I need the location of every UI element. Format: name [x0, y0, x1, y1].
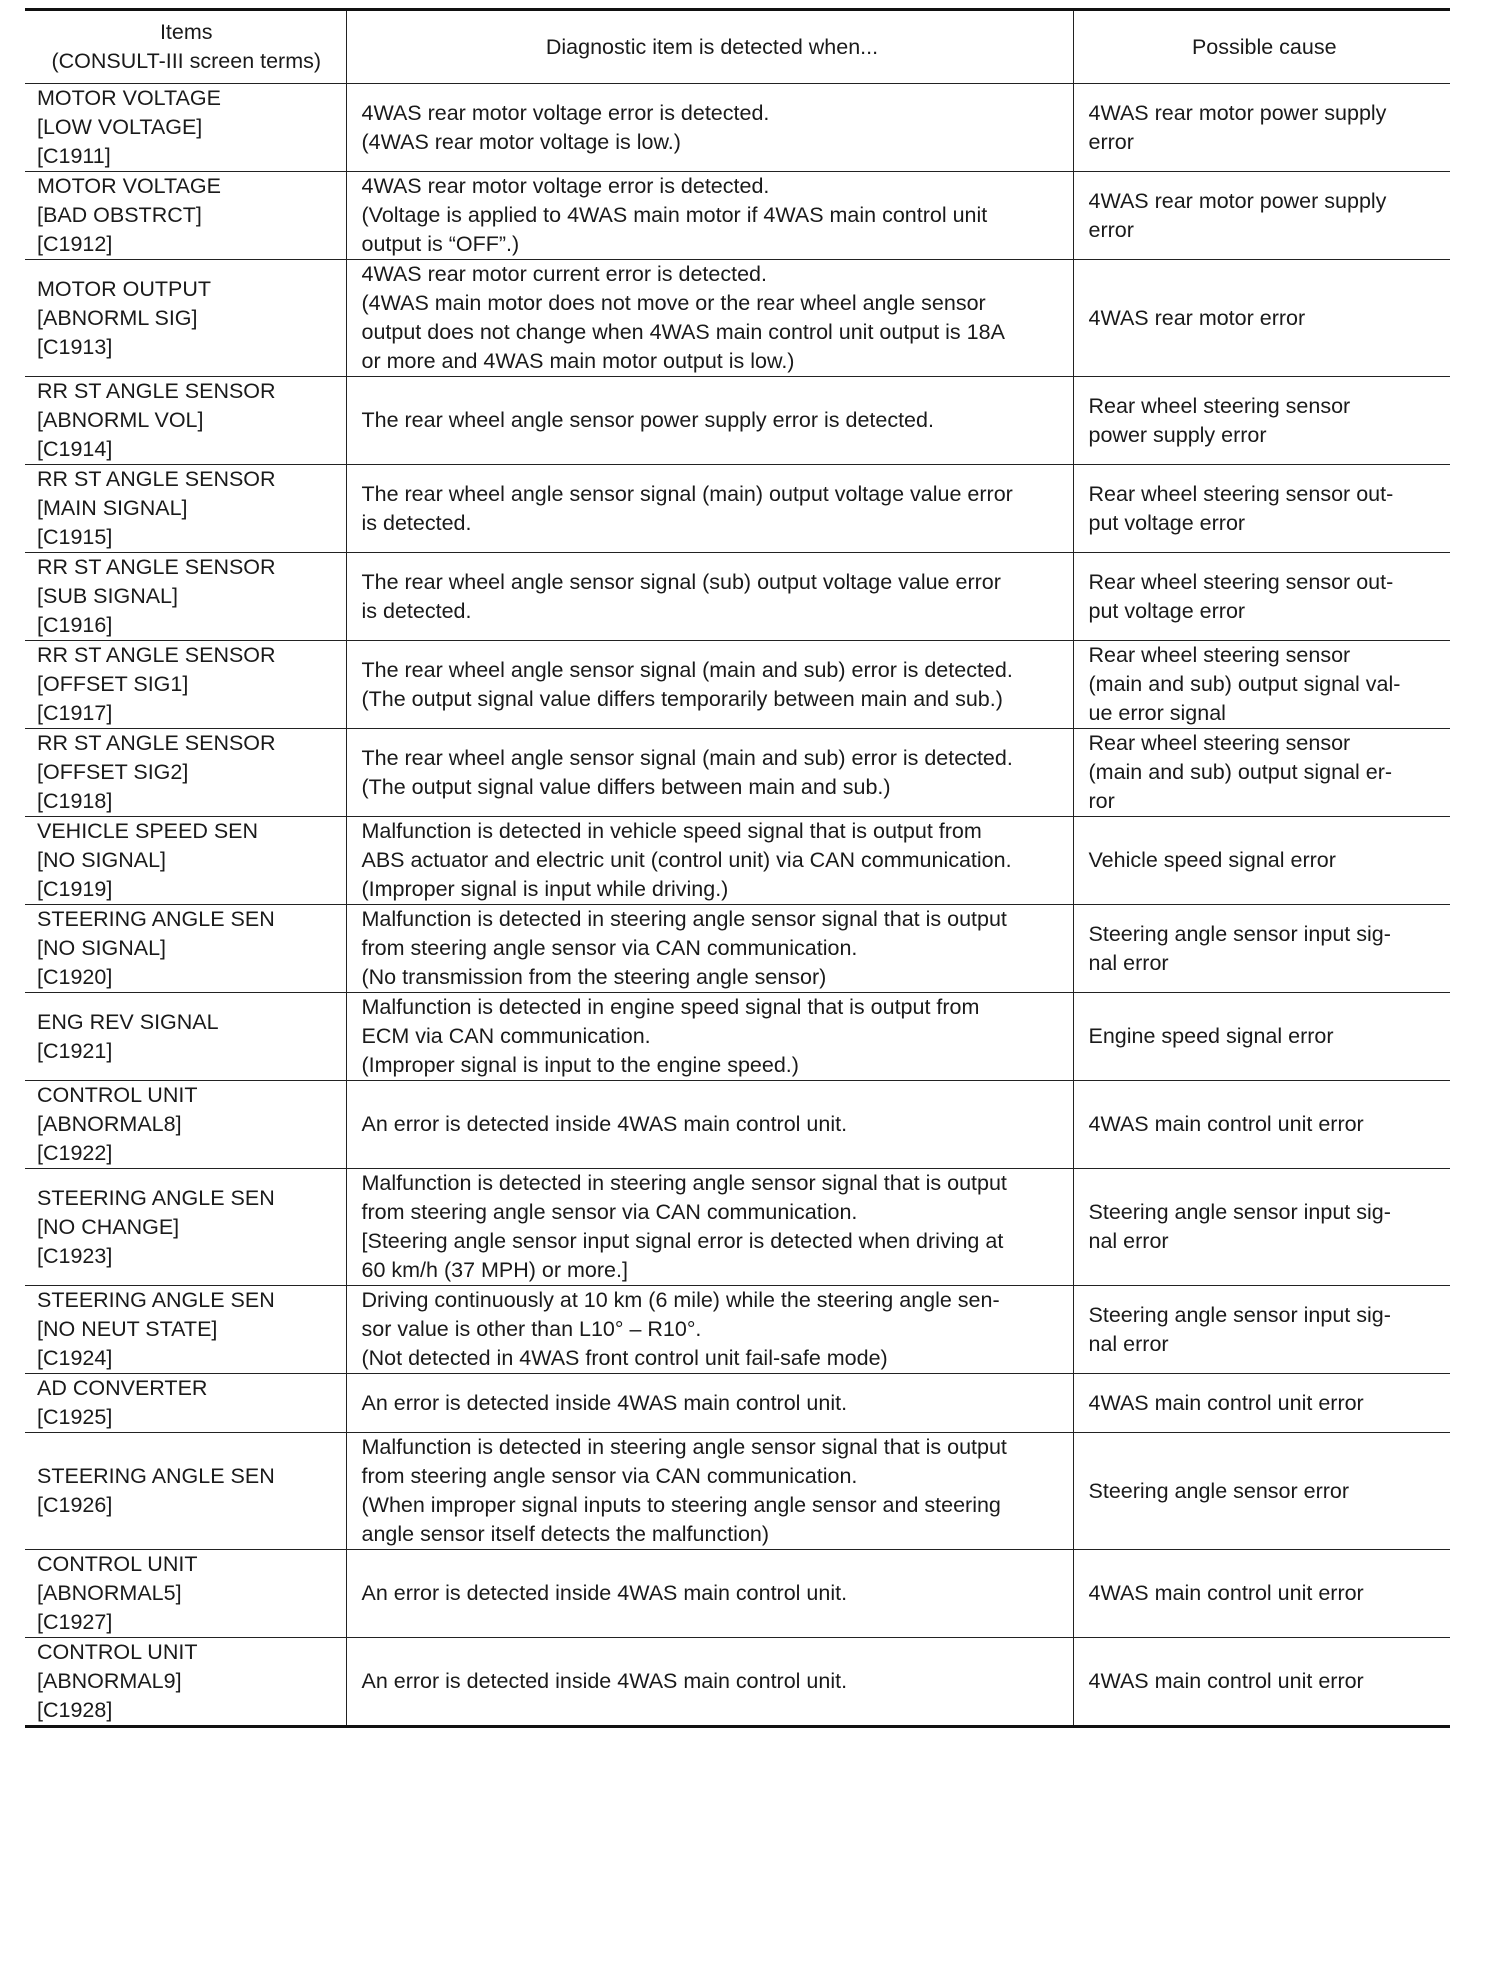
cause-cell — [1073, 465, 1450, 553]
item-cell-line: [ABNORML VOL] — [37, 408, 204, 432]
item-cell-line: [C1924] — [37, 1346, 113, 1370]
cause-cell — [1073, 817, 1450, 905]
cause-cell — [1073, 84, 1450, 172]
item-cell — [25, 1169, 346, 1286]
cause-cell-line: 4WAS rear motor error — [1088, 305, 1306, 330]
item-cell — [25, 1550, 346, 1638]
cause-cell-line: power supply error — [1088, 422, 1267, 447]
item-cell-line: [NO SIGNAL] — [37, 936, 167, 960]
item-cell-line: [BAD OBSTRCT] — [37, 203, 202, 227]
item-cell — [25, 84, 346, 172]
detected-cell-line: The rear wheel angle sensor signal (sub) output voltage value error — [361, 569, 1001, 594]
cause-cell — [1073, 1169, 1450, 1286]
table-body — [25, 84, 1450, 1727]
table-row — [25, 905, 1450, 993]
detected-cell-line: 4WAS rear motor current error is detected. — [361, 262, 767, 286]
item-cell-line: [C1922] — [37, 1141, 113, 1165]
detected-cell — [346, 1286, 1073, 1374]
detected-cell — [346, 465, 1073, 553]
item-cell-line: MOTOR VOLTAGE — [37, 86, 221, 110]
item-cell-line: [C1912] — [37, 232, 113, 256]
cause-cell-line: Rear wheel steering sensor out- — [1088, 481, 1394, 506]
detected-cell — [346, 993, 1073, 1081]
item-cell-line: [C1919] — [37, 877, 113, 901]
cause-cell-line: nal error — [1088, 950, 1169, 975]
detected-cell-line: (4WAS rear motor voltage is low.) — [361, 129, 681, 154]
detected-cell — [346, 84, 1073, 172]
cause-cell — [1073, 377, 1450, 465]
cause-cell-line: put voltage error — [1088, 510, 1246, 535]
detected-cell — [346, 172, 1073, 260]
detected-cell — [346, 1081, 1073, 1169]
item-cell-line: [C1913] — [37, 334, 113, 359]
item-cell — [25, 260, 346, 377]
cause-cell — [1073, 260, 1450, 377]
item-cell-line: MOTOR OUTPUT — [37, 276, 211, 301]
table-row — [25, 377, 1450, 465]
detected-cell-line: Malfunction is detected in steering angle sensor signal that is output — [361, 1435, 1007, 1459]
table-row — [25, 993, 1450, 1081]
item-cell-line: [C1915] — [37, 525, 113, 549]
item-cell-line: STEERING ANGLE SEN — [37, 1288, 275, 1312]
table-row — [25, 172, 1450, 260]
header-cause-text: Possible cause — [1191, 34, 1337, 59]
item-cell-line: [NO NEUT STATE] — [37, 1317, 218, 1341]
detected-cell-line: angle sensor itself detects the malfunction) — [361, 1522, 770, 1546]
cause-cell-line: nal error — [1088, 1331, 1169, 1356]
detected-cell-line: is detected. — [361, 598, 472, 623]
cause-cell-line: 4WAS main control unit error — [1088, 1112, 1364, 1136]
item-cell — [25, 377, 346, 465]
cause-cell — [1073, 1286, 1450, 1374]
table-row — [25, 1081, 1450, 1169]
detected-cell-line: Malfunction is detected in vehicle speed signal that is output from — [361, 819, 982, 843]
item-cell-line: [C1914] — [37, 437, 113, 461]
item-cell-line: [SUB SIGNAL] — [37, 584, 178, 608]
item-cell-line: STEERING ANGLE SEN — [37, 907, 275, 931]
table-row — [25, 1286, 1450, 1374]
cause-cell-line: 4WAS main control unit error — [1088, 1581, 1364, 1605]
item-cell-line: CONTROL UNIT — [37, 1640, 198, 1664]
detected-cell-line: An error is detected inside 4WAS main control unit. — [361, 1112, 848, 1136]
detected-cell-line: [Steering angle sensor input signal error is detected when driving at — [361, 1229, 1004, 1253]
detected-cell-line: (Improper signal is input to the engine speed.) — [361, 1053, 799, 1077]
item-cell — [25, 1638, 346, 1727]
detected-cell-line: (Voltage is applied to 4WAS main motor if 4WAS main control unit — [361, 203, 988, 227]
item-cell-line: [C1921] — [37, 1038, 113, 1063]
item-cell-line: VEHICLE SPEED SEN — [37, 819, 259, 843]
cause-cell-line: Rear wheel steering sensor — [1088, 393, 1351, 418]
cause-cell-line: 4WAS rear motor power supply — [1088, 100, 1387, 125]
table-row — [25, 1550, 1450, 1638]
detected-cell-line: from steering angle sensor via CAN communication. — [361, 936, 858, 960]
header-detected — [346, 10, 1073, 84]
detected-cell-line: (The output signal value differs between main and sub.) — [361, 774, 891, 799]
item-cell — [25, 641, 346, 729]
table-row — [25, 1433, 1450, 1550]
header-cause — [1073, 10, 1450, 84]
cause-cell-line: Rear wheel steering sensor out- — [1088, 569, 1394, 594]
item-cell-line: RR ST ANGLE SENSOR — [37, 731, 276, 755]
item-cell-line: [C1928] — [37, 1698, 113, 1722]
item-cell-line: [MAIN SIGNAL] — [37, 496, 188, 520]
detected-cell-line: Driving continuously at 10 km (6 mile) while the steering angle sen- — [361, 1288, 1000, 1312]
detected-cell — [346, 817, 1073, 905]
cause-cell-line: Steering angle sensor input sig- — [1088, 1302, 1391, 1327]
cause-cell-line: Vehicle speed signal error — [1088, 848, 1336, 872]
item-cell-line: RR ST ANGLE SENSOR — [37, 555, 276, 579]
table-row — [25, 817, 1450, 905]
item-cell — [25, 817, 346, 905]
item-cell-line: ENG REV SIGNAL — [37, 1009, 219, 1034]
detected-cell-line: from steering angle sensor via CAN communication. — [361, 1200, 858, 1224]
detected-cell — [346, 1433, 1073, 1550]
item-cell-line: STEERING ANGLE SEN — [37, 1185, 275, 1210]
item-cell-line: STEERING ANGLE SEN — [37, 1464, 275, 1488]
cause-cell — [1073, 553, 1450, 641]
detected-cell — [346, 260, 1073, 377]
item-cell-line: [NO SIGNAL] — [37, 848, 167, 872]
detected-cell-line: Malfunction is detected in steering angle sensor signal that is output — [361, 907, 1007, 931]
cause-cell-line: ror — [1088, 789, 1115, 813]
item-cell-line: [ABNORMAL8] — [37, 1112, 182, 1136]
cause-cell — [1073, 1638, 1450, 1727]
cause-cell-line: Rear wheel steering sensor — [1088, 731, 1351, 755]
header-detected-text: Diagnostic item is detected when... — [545, 34, 879, 59]
detected-cell-line: output does not change when 4WAS main control unit output is 18A — [361, 320, 1005, 344]
detected-cell-line: 60 km/h (37 MPH) or more.] — [361, 1258, 628, 1282]
item-cell-line: [ABNORMAL9] — [37, 1669, 182, 1693]
detected-cell — [346, 1638, 1073, 1727]
item-cell — [25, 172, 346, 260]
table-row — [25, 1169, 1450, 1286]
item-cell-line: RR ST ANGLE SENSOR — [37, 467, 276, 491]
detected-cell — [346, 377, 1073, 465]
item-cell-line: [OFFSET SIG1] — [37, 672, 189, 696]
item-cell-line: MOTOR VOLTAGE — [37, 174, 221, 198]
item-cell — [25, 1433, 346, 1550]
cause-cell — [1073, 993, 1450, 1081]
table-row — [25, 641, 1450, 729]
detected-cell-line: An error is detected inside 4WAS main control unit. — [361, 1669, 848, 1693]
item-cell — [25, 905, 346, 993]
table-row — [25, 1374, 1450, 1433]
item-cell-line: [OFFSET SIG2] — [37, 760, 189, 784]
cause-cell — [1073, 641, 1450, 729]
detected-cell-line: 4WAS rear motor voltage error is detected. — [361, 100, 770, 125]
cause-cell-line: Steering angle sensor error — [1088, 1478, 1350, 1503]
detected-cell-line: 4WAS rear motor voltage error is detected. — [361, 174, 770, 198]
item-cell — [25, 993, 346, 1081]
diagnostic-items-table — [25, 8, 1450, 1728]
cause-cell-line: error — [1088, 129, 1134, 154]
detected-cell — [346, 1374, 1073, 1433]
detected-cell-line: Malfunction is detected in steering angle sensor signal that is output — [361, 1171, 1007, 1195]
table-row — [25, 465, 1450, 553]
detected-cell-line: The rear wheel angle sensor signal (main) output voltage value error — [361, 481, 1013, 506]
cause-cell-line: (main and sub) output signal er- — [1088, 760, 1393, 784]
detected-cell-line: An error is detected inside 4WAS main control unit. — [361, 1581, 848, 1605]
item-cell-line: [C1916] — [37, 613, 113, 637]
header-items — [25, 10, 346, 84]
item-cell-line: CONTROL UNIT — [37, 1083, 198, 1107]
item-cell-line: [C1927] — [37, 1610, 113, 1634]
detected-cell — [346, 729, 1073, 817]
cause-cell-line: (main and sub) output signal val- — [1088, 672, 1401, 696]
detected-cell-line: (No transmission from the steering angle sensor) — [361, 965, 827, 989]
cause-cell — [1073, 1081, 1450, 1169]
cause-cell-line: 4WAS main control unit error — [1088, 1669, 1364, 1693]
detected-cell-line: or more and 4WAS main motor output is low.) — [361, 349, 795, 373]
item-cell-line: [C1918] — [37, 789, 113, 813]
cause-cell — [1073, 1374, 1450, 1433]
detected-cell — [346, 641, 1073, 729]
item-cell — [25, 465, 346, 553]
cause-cell-line: 4WAS main control unit error — [1088, 1390, 1364, 1415]
item-cell-line: [NO CHANGE] — [37, 1214, 180, 1239]
detected-cell — [346, 1169, 1073, 1286]
cause-cell-line: Engine speed signal error — [1088, 1024, 1334, 1048]
detected-cell-line: (When improper signal inputs to steering angle sensor and steering — [361, 1493, 1001, 1517]
cause-cell — [1073, 905, 1450, 993]
cause-cell-line: error — [1088, 217, 1134, 242]
table-row — [25, 260, 1450, 377]
detected-cell-line: (4WAS main motor does not move or the rear wheel angle sensor — [361, 291, 986, 315]
table-row — [25, 1638, 1450, 1727]
item-cell-line: RR ST ANGLE SENSOR — [37, 643, 276, 667]
detected-cell-line: output is “OFF”.) — [361, 232, 520, 256]
item-cell-line: [C1911] — [37, 144, 111, 168]
cause-cell-line: Rear wheel steering sensor — [1088, 643, 1351, 667]
cause-cell-line: ue error signal — [1088, 701, 1226, 725]
detected-cell-line: (The output signal value differs temporarily between main and sub.) — [361, 686, 1003, 711]
table-row — [25, 553, 1450, 641]
item-cell — [25, 1081, 346, 1169]
cause-cell — [1073, 172, 1450, 260]
detected-cell-line: The rear wheel angle sensor signal (main and sub) error is detected. — [361, 657, 1013, 682]
item-cell-line: RR ST ANGLE SENSOR — [37, 379, 276, 403]
detected-cell-line: (Improper signal is input while driving.) — [361, 877, 729, 901]
item-cell — [25, 1374, 346, 1433]
table-row — [25, 84, 1450, 172]
item-cell-line: [C1917] — [37, 701, 113, 725]
detected-cell — [346, 1550, 1073, 1638]
detected-cell-line: ABS actuator and electric unit (control unit) via CAN communication. — [361, 848, 1012, 872]
detected-cell-line: The rear wheel angle sensor signal (main and sub) error is detected. — [361, 745, 1013, 770]
cause-cell-line: 4WAS rear motor power supply — [1088, 188, 1387, 213]
item-cell-line: CONTROL UNIT — [37, 1552, 198, 1576]
table-row — [25, 729, 1450, 817]
item-cell-line: [ABNORMAL5] — [37, 1581, 182, 1605]
item-cell-line: AD CONVERTER — [37, 1376, 208, 1400]
detected-cell-line: ECM via CAN communication. — [361, 1024, 651, 1048]
detected-cell-line: An error is detected inside 4WAS main control unit. — [361, 1390, 848, 1415]
cause-cell-line: Steering angle sensor input sig- — [1088, 1200, 1391, 1224]
cause-cell — [1073, 1550, 1450, 1638]
item-cell-line: [ABNORML SIG] — [37, 305, 198, 330]
detected-cell-line: is detected. — [361, 510, 472, 535]
item-cell — [25, 729, 346, 817]
item-cell-line: [LOW VOLTAGE] — [37, 115, 203, 139]
cause-cell-line: Steering angle sensor input sig- — [1088, 921, 1391, 946]
item-cell-line: [C1925] — [37, 1405, 113, 1429]
cause-cell-line: put voltage error — [1088, 598, 1246, 623]
item-cell-line: [C1923] — [37, 1243, 113, 1268]
cause-cell-line: nal error — [1088, 1229, 1169, 1253]
table-header-row — [25, 10, 1450, 84]
header-items-line: (CONSULT-III screen terms) — [51, 49, 322, 73]
item-cell-line: [C1926] — [37, 1493, 113, 1517]
detected-cell — [346, 553, 1073, 641]
cause-cell — [1073, 729, 1450, 817]
item-cell — [25, 553, 346, 641]
detected-cell-line: (Not detected in 4WAS front control unit fail-safe mode) — [361, 1346, 888, 1370]
header-items-line: Items — [159, 20, 213, 44]
detected-cell-line: Malfunction is detected in engine speed signal that is output from — [361, 995, 980, 1019]
detected-cell-line: from steering angle sensor via CAN communication. — [361, 1464, 858, 1488]
detected-cell-line: sor value is other than L10° – R10°. — [361, 1317, 702, 1341]
item-cell — [25, 1286, 346, 1374]
detected-cell — [346, 905, 1073, 993]
item-cell-line: [C1920] — [37, 965, 113, 989]
detected-cell-line: The rear wheel angle sensor power supply error is detected. — [361, 408, 934, 432]
cause-cell — [1073, 1433, 1450, 1550]
